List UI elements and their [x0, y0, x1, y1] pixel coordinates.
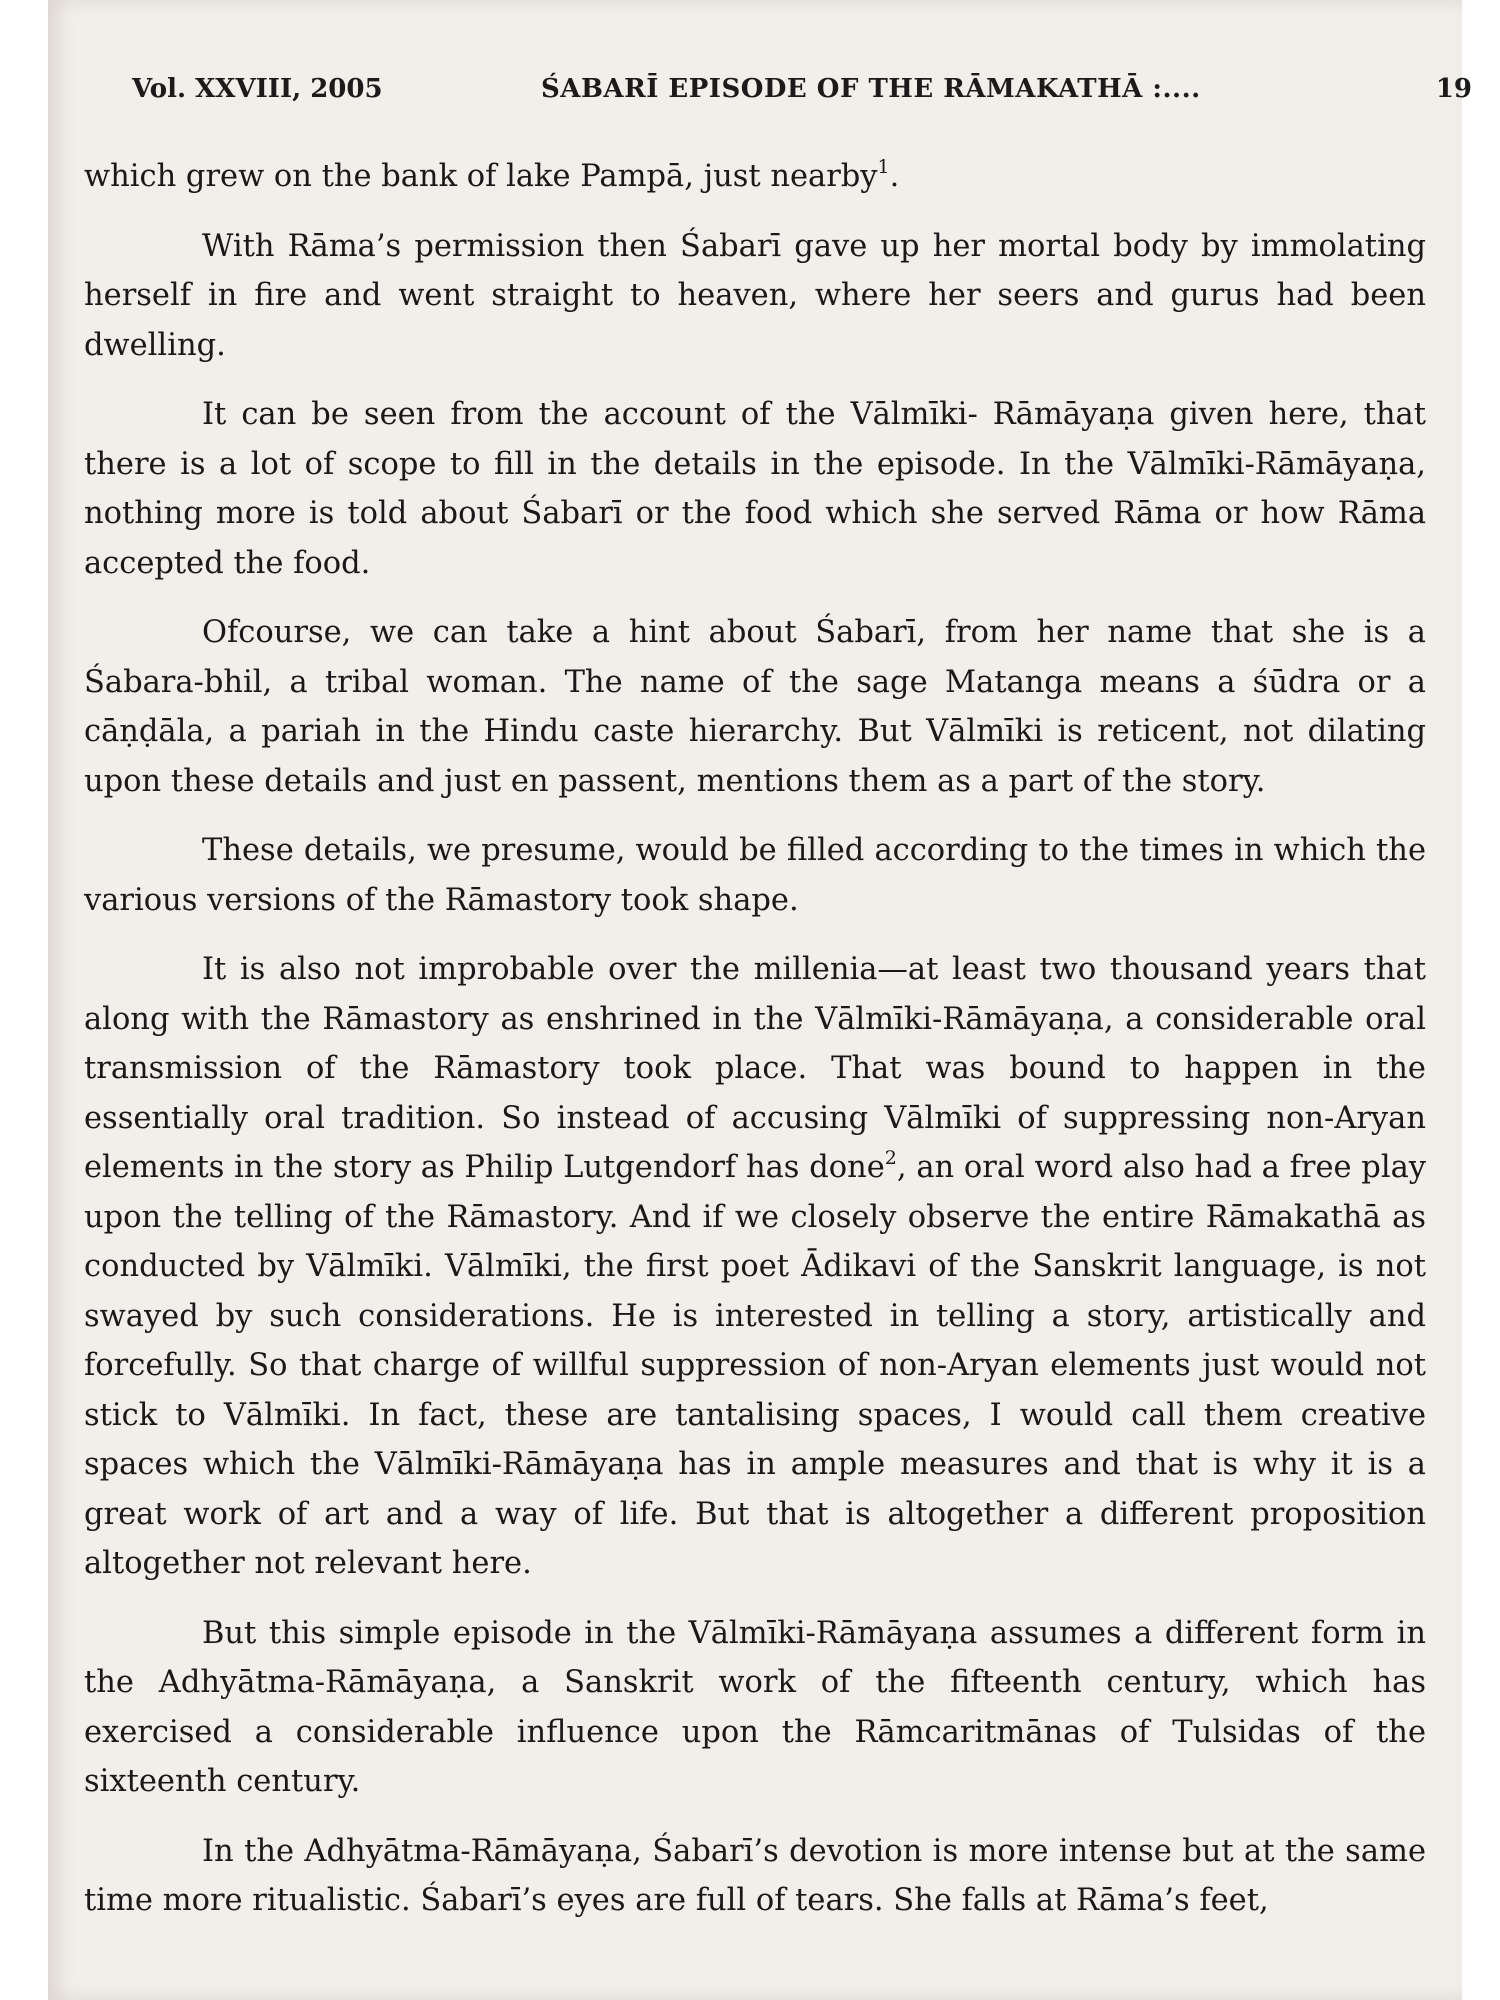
paragraph-8: In the Adhyātma-Rāmāyaṇa, Śabarī’s devotion is more intense but at the same time more ritualistic. Śabarī’s eyes are full of tears. She falls at Rāma’s feet, — [84, 1833, 1426, 1918]
paragraph-4: Ofcourse, we can take a hint about Śabarī, from her name that she is a Śabara-bhil, a tribal woman. The name of the sage Matanga means a śūdra or a cāṇḍāla, a pariah in the Hindu caste hierarchy. But Vālmīki is reticent, not dilating upon these details and just en passent, mentions them as a part of the story. — [84, 615, 1426, 799]
footnote-ref-1: 1 — [877, 155, 890, 178]
paragraph-tail: , an oral word also had a free play upon the telling of the Rāmastory. And if we closely observe the entire Rāmakathā as conducted by Vālmīki. Vālmīki, the first poet Ādikavi of the Sanskrit language, is not swayed by such considerations. He is interested in telling a story, artistically and forcefully. So that charge of willful suppression of non-Aryan elements just would not stick to Vālmīki. In fact, these are tantalising spaces, I would call them creative spaces which the Vālmīki-Rāmāyaṇa has in ample measures and that is why it is a great work of art and a way of life. But that is altogether a different proposition altogether not relevant here. — [84, 1150, 1426, 1581]
paragraph-5: These details, we presume, would be filled according to the times in which the various versions of the Rāmastory took shape. — [84, 833, 1426, 918]
paragraph-7: But this simple episode in the Vālmīki-Rāmāyaṇa assumes a different form in the Adhyātma-Rāmāyaṇa, a Sanskrit work of the fifteenth century, which has exercised a considerable influence upon the Rāmcaritmānas of Tulsidas of the sixteenth century. — [84, 1615, 1426, 1799]
volume-label: Vol. XXVIII, 2005 — [132, 74, 383, 104]
paragraph-3: It can be seen from the account of the Vālmīki- Rāmāyaṇa given here, that there is a lot of scope to fill in the details in the episode. In the Vālmīki-Rāmāyaṇa, nothing more is told about Śabarī or the food which she served Rāma or how Rāma accepted the food. — [84, 397, 1426, 581]
paragraph-text: It is also not improbable over the millenia—at least two thousand years that along with the Rāmastory as enshrined in the Vālmīki-Rāmāyaṇa, a considerable oral transmission of the Rāmastory took place. That was bound to happen in the essentially oral tradition. So instead of accusing Vālmīki of suppressing non-Aryan elements in the story as Philip Lutgendorf has done — [84, 952, 1426, 1185]
running-title: ŚABARĪ EPISODE OF THE RĀMAKATHĀ :.... — [541, 74, 1201, 104]
page-number: 19 — [1435, 74, 1472, 104]
paragraph-1 — [84, 152, 1426, 202]
footnote-ref-2: 2 — [884, 1146, 897, 1169]
body-text — [84, 152, 1426, 1946]
paragraph-tail: . — [889, 159, 900, 194]
page-header — [132, 74, 1472, 114]
paragraph-text: which grew on the bank of lake Pampā, just nearby — [84, 159, 878, 194]
paragraph-6 — [84, 945, 1426, 1589]
paragraph-2: With Rāma’s permission then Śabarī gave up her mortal body by immolating herself in fire and went straight to heaven, where her seers and gurus had been dwelling. — [84, 228, 1426, 363]
